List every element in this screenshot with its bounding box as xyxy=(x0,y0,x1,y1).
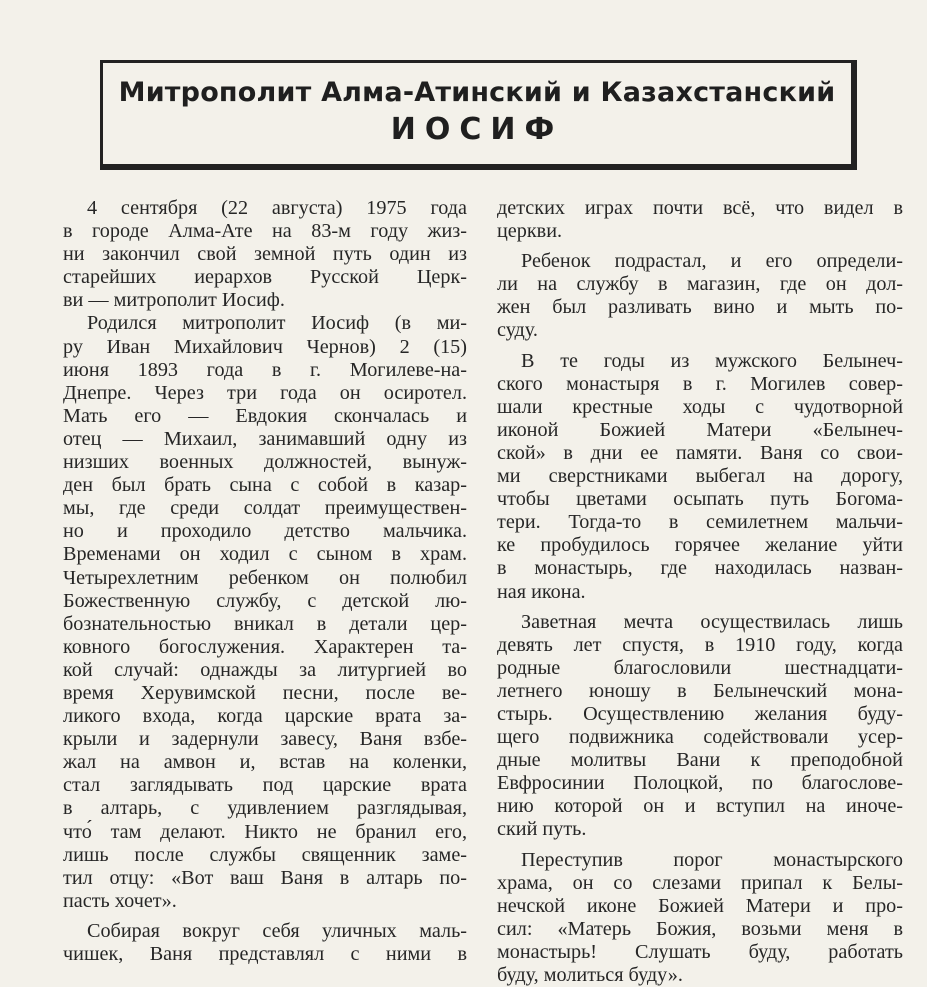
text-line: суду. xyxy=(497,319,538,342)
text-line: ная икона. xyxy=(497,580,586,603)
text-line: тери. Тогда-то в семилетнем мальчи- xyxy=(497,511,903,534)
text-line: летнего юношу в Белынечский мона- xyxy=(497,679,903,702)
text-line: ского монастыря в г. Могилев совер- xyxy=(497,372,903,395)
text-line: лишь после службы священник заме- xyxy=(63,843,467,866)
text-line: мы, где среди солдат преимуществен- xyxy=(63,497,467,520)
text-line: храма, он со слезами припал к Белы- xyxy=(497,871,903,894)
text-line: Переступив порог монастырского xyxy=(521,848,903,871)
text-line: Собирая вокруг себя уличных маль- xyxy=(87,919,467,942)
text-line: Божественную службу, с детской лю- xyxy=(63,589,467,612)
text-line: жал на амвон и, встав на коленки, xyxy=(63,751,467,774)
text-line: дные молитвы Вани к преподобной xyxy=(497,749,903,772)
text-line: щего подвижника содействовали усер- xyxy=(497,726,903,749)
text-line: ке пробудилось горячее желание уйти xyxy=(497,534,903,557)
article-header xyxy=(100,60,857,170)
text-line: Родился митрополит Иосиф (в ми- xyxy=(87,312,467,335)
text-line: В те годы из мужского Белынеч- xyxy=(521,349,903,372)
text-line: буду, молиться буду». xyxy=(497,964,683,986)
text-line: пасть хочет». xyxy=(63,889,177,912)
text-line: монастырь! Слушать буду, работать xyxy=(497,940,903,963)
text-line: ской» в дни ее памяти. Ваня со свои- xyxy=(497,441,903,464)
text-line: отец — Михаил, занимавший одну из xyxy=(63,427,467,450)
text-line: ден был брать сына с собой в казар- xyxy=(63,474,467,497)
text-line: время Херувимской песни, после ве- xyxy=(63,681,467,704)
text-line: крыли и задернули завесу, Ваня взбе- xyxy=(63,728,467,751)
text-line: Заветная мечта осуществилась лишь xyxy=(521,610,903,633)
text-line: родные благословили шестнадцати- xyxy=(497,656,903,679)
text-line: ский путь. xyxy=(497,818,587,841)
text-line: июня 1893 года в г. Могилеве-на- xyxy=(63,358,467,381)
text-line: нию которой он и вступил на иноче- xyxy=(497,795,903,818)
text-line: ковного богослужения. Характерен та- xyxy=(63,635,467,658)
text-line: ми сверстниками выбегал на дорогу, xyxy=(497,465,903,488)
text-line: ви — митрополит Иосиф. xyxy=(63,289,285,312)
text-line: в монастырь, где находилась назван- xyxy=(497,557,903,580)
text-line: чишек, Ваня представлял с ними в xyxy=(63,943,467,965)
text-line: в алтарь, с удивлением разглядывая, xyxy=(63,797,467,820)
text-line: старейших иерархов Русской Церк- xyxy=(63,266,467,289)
text-line: что́ там делают. Никто не бранил его, xyxy=(63,820,467,843)
text-column-left xyxy=(63,197,467,966)
text-line: жен был разливать вино и мыть по- xyxy=(497,296,903,319)
text-line: Днепре. Через три года он осиротел. xyxy=(63,381,467,404)
text-line: тил отцу: «Вот ваш Ваня в алтарь по- xyxy=(63,866,467,889)
article-title: Митрополит Алма-Атинский и Казахстанский xyxy=(118,77,836,108)
text-line: но и проходило детство мальчика. xyxy=(63,520,467,543)
text-line: сил: «Матерь Божия, возьми меня в xyxy=(497,917,903,940)
text-line: кой случай: однажды за литургией во xyxy=(63,658,467,681)
article-subject-name: ИОСИФ xyxy=(390,112,564,147)
text-line: чтобы цветами осыпать путь Богома- xyxy=(497,488,903,511)
text-line: Мать его — Евдокия скончалась и xyxy=(63,404,467,427)
text-column-right xyxy=(497,197,903,987)
text-line: церкви. xyxy=(497,220,563,243)
text-line: нечской иконе Божией Матери и про- xyxy=(497,894,903,917)
text-line: низших военных должностей, вынуж- xyxy=(63,451,467,474)
text-line: шали крестные ходы с чудотворной xyxy=(497,395,903,418)
text-line: бознательностью вникал в детали цер- xyxy=(63,612,467,635)
text-line: ли на службу в магазин, где он дол- xyxy=(497,273,903,296)
text-line: ру Иван Михайлович Чернов) 2 (15) xyxy=(63,335,467,358)
text-line: девять лет спустя, в 1910 году, когда xyxy=(497,633,903,656)
text-line: 4 сентября (22 августа) 1975 года xyxy=(87,197,467,219)
text-line: стырь. Осуществлению желания буду- xyxy=(497,702,903,725)
text-line: Временами он ходил с сыном в храм. xyxy=(63,543,467,566)
text-line: в городе Алма-Ате на 83-м году жиз- xyxy=(63,220,467,243)
text-line: Четырехлетним ребенком он полюбил xyxy=(63,566,467,589)
text-line: ликого входа, когда царские врата за- xyxy=(63,705,467,728)
text-line: Евфросинии Полоцкой, по благослове- xyxy=(497,772,903,795)
text-line: иконой Божией Матери «Белынеч- xyxy=(497,418,903,441)
text-line: ни закончил свой земной путь один из xyxy=(63,243,467,266)
text-line: детских играх почти всё, что видел в xyxy=(497,197,903,219)
text-line: стал заглядывать под царские врата xyxy=(63,774,467,797)
text-line: Ребенок подрастал, и его определи- xyxy=(521,250,903,273)
